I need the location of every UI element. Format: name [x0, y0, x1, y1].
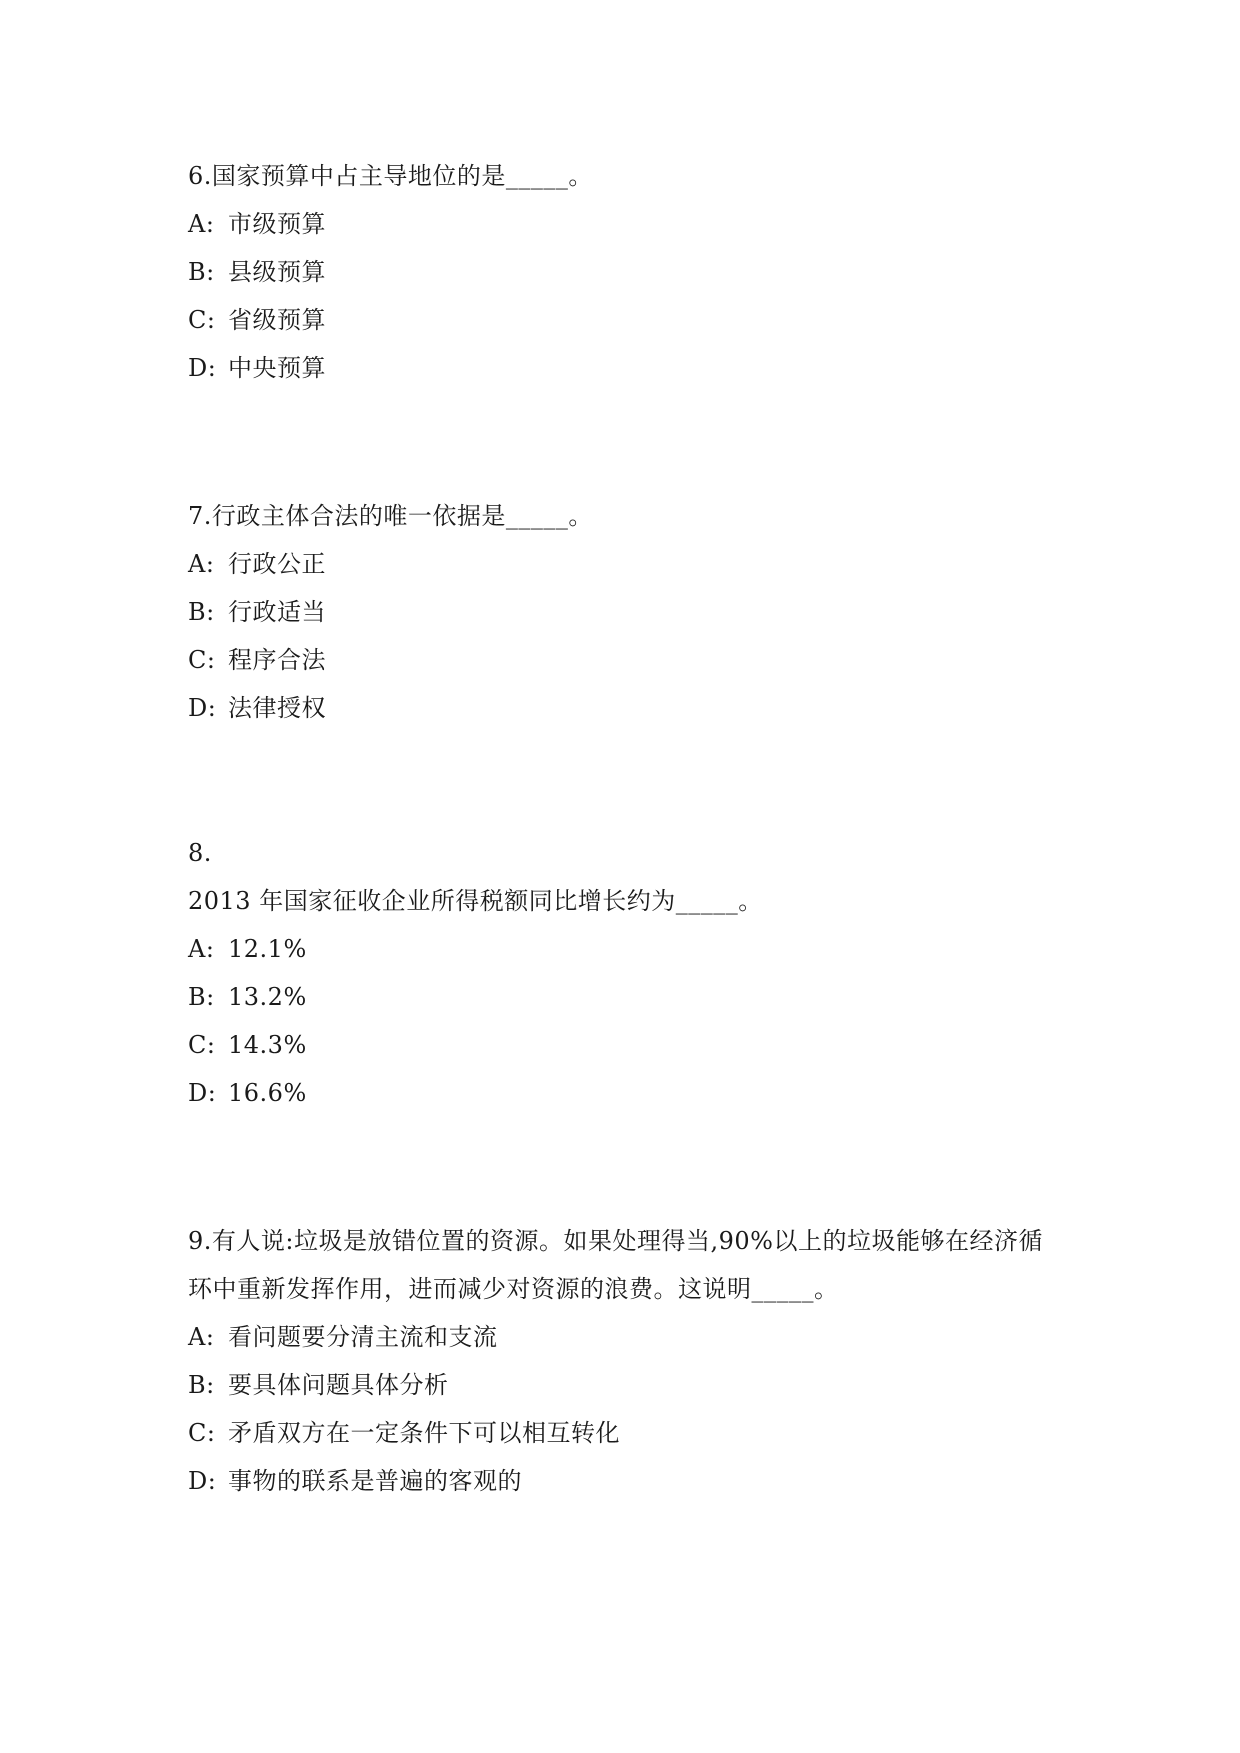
option-key: A:: [188, 935, 215, 963]
option-key: A:: [188, 1323, 215, 1351]
question-8-number: 8.: [188, 839, 212, 867]
option-key: C:: [188, 646, 216, 674]
option-key: C:: [188, 1031, 216, 1059]
question-6-stem: 6.国家预算中占主导地位的是_____。: [188, 162, 593, 190]
question-9-option-d: [188, 1466, 522, 1496]
option-text: 看问题要分清主流和支流: [228, 1323, 498, 1351]
question-7-option-b: [188, 597, 326, 627]
question-6-option-a: [188, 209, 326, 239]
option-key: D:: [188, 1079, 217, 1107]
option-text: 法律授权: [228, 694, 326, 722]
option-text: 事物的联系是普遍的客观的: [228, 1467, 522, 1495]
question-9-option-a: [188, 1322, 498, 1352]
option-text: 省级预算: [228, 306, 326, 334]
option-text: 县级预算: [228, 258, 326, 286]
option-key: A:: [188, 550, 215, 578]
option-key: C:: [188, 306, 216, 334]
question-6-option-b: [188, 257, 326, 287]
option-key: B:: [188, 258, 215, 286]
question-8-option-c: [188, 1030, 307, 1060]
question-8-stem: 2013 年国家征收企业所得税额同比增长约为_____。: [188, 887, 763, 915]
question-9-option-b: [188, 1370, 449, 1400]
question-9-stem-line-1: 9.有人说:垃圾是放错位置的资源。如果处理得当,90%以上的垃圾能够在经济循: [188, 1227, 1043, 1255]
question-7-option-d: [188, 693, 326, 723]
question-7-stem: 7.行政主体合法的唯一依据是_____。: [188, 502, 593, 530]
option-key: D:: [188, 1467, 217, 1495]
option-text: 16.6%: [228, 1079, 307, 1107]
question-7-option-a: [188, 549, 326, 579]
question-8-option-a: [188, 934, 307, 964]
option-key: C:: [188, 1419, 216, 1447]
option-text: 14.3%: [228, 1031, 307, 1059]
option-key: B:: [188, 598, 215, 626]
option-key: D:: [188, 694, 217, 722]
option-text: 要具体问题具体分析: [228, 1371, 449, 1399]
question-8-option-d: [188, 1078, 307, 1108]
option-key: D:: [188, 354, 217, 382]
option-key: A:: [188, 210, 215, 238]
option-text: 13.2%: [228, 983, 307, 1011]
question-9-stem-line-2: 环中重新发挥作用，进而减少对资源的浪费。这说明_____。: [188, 1275, 839, 1303]
option-text: 矛盾双方在一定条件下可以相互转化: [228, 1419, 620, 1447]
question-8-option-b: [188, 982, 307, 1012]
option-key: B:: [188, 983, 215, 1011]
option-text: 12.1%: [228, 935, 307, 963]
option-text: 行政公正: [228, 550, 326, 578]
question-6-option-d: [188, 353, 326, 383]
option-text: 程序合法: [228, 646, 326, 674]
question-9-option-c: [188, 1418, 620, 1448]
option-text: 市级预算: [228, 210, 326, 238]
question-6-option-c: [188, 305, 326, 335]
question-7-option-c: [188, 645, 326, 675]
option-text: 中央预算: [228, 354, 326, 382]
option-key: B:: [188, 1371, 215, 1399]
option-text: 行政适当: [228, 598, 326, 626]
